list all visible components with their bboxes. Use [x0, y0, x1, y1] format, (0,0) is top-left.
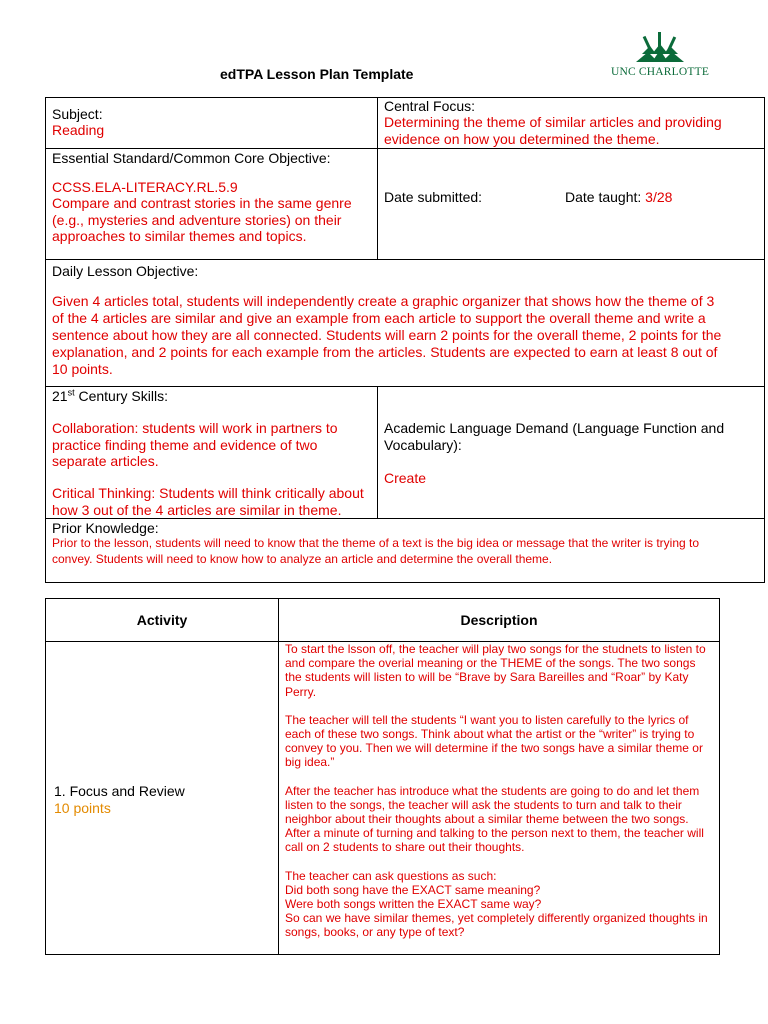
daily-objective-label: Daily Lesson Objective: [52, 263, 199, 279]
skills-label-rest: Century Skills: [74, 388, 168, 404]
standard-cell [45, 148, 378, 260]
skills-label [52, 388, 168, 405]
subject-label: Subject: [52, 106, 103, 122]
daily-objective-text: Given 4 articles total, students will independently create a graphic organizer that shows how the theme of 3 of the 4 articles are similar and give an example from each article to support the overall theme and write a sentence about how they are all connected. Students will earn 2 points for the overall theme, 2 points for the explanation, and 2 points for each example from the articles. Students are expected to earn at least 8 out of 10 points. [52, 293, 722, 377]
prior-knowledge-text: Prior to the lesson, students will need to know that the theme of a text is the big idea or message that the writer is trying to convey. Students will need to know how to analyze an article and determine the overall theme. [52, 536, 700, 566]
critical-thinking-text: Critical Thinking: Students will think critically about how 3 out of the 4 articles are similar in theme. [52, 485, 364, 518]
skills-label-num: 21 [52, 388, 68, 404]
skills-label-sup: st [67, 387, 75, 398]
description-header: Description [278, 598, 720, 642]
daily-objective-cell [45, 259, 765, 387]
question-item: Were both songs written the EXACT same way? [285, 897, 542, 912]
subject-value: Reading [52, 122, 105, 138]
unc-charlotte-logo [606, 32, 714, 80]
description-paragraph: After the teacher has introduce what the students are going to do and let them listen to the songs, the teacher will ask the students to turn and talk to their neighbor about their thoughts about a similar theme between the two songs. After a minute of turning and talking to the person next to them, the teacher will call on 2 students to share out their thoughts. [285, 783, 704, 855]
activity-cell [45, 641, 279, 955]
dates-cell [377, 148, 765, 260]
logo-text: UNC CHARLOTTE [610, 66, 710, 78]
prior-knowledge-label: Prior Knowledge: [52, 520, 159, 536]
question-item: Did both song have the EXACT same meaning? [285, 882, 541, 897]
date-taught [565, 189, 672, 206]
central-focus-label: Central Focus: [384, 98, 476, 114]
subject-cell [45, 97, 378, 149]
prior-knowledge-cell [45, 518, 765, 583]
description-paragraph: To start the lsson off, the teacher will play two songs for the studnets to listen to and compare the overial meaning or the THEME of the songs. The two songs the students will listen to will be “Brave by Sara Bareilles and “Roar” by Katy Perry. [285, 642, 706, 699]
lesson-plan-table [45, 97, 765, 583]
description-text [285, 642, 709, 940]
collaboration-text: Collaboration: students will work in partners to practice finding theme and evidence of two separate articles. [52, 420, 338, 469]
date-taught-label: Date taught: [565, 189, 646, 205]
standard-label: Essential Standard/Common Core Objective: [52, 150, 331, 166]
central-focus-value: Determining the theme of similar articles and providing evidence on how you determined the theme. [384, 114, 722, 147]
academic-language-label: Academic Language Demand (Language Function and Vocabulary): [384, 420, 725, 453]
academic-language-cell [377, 386, 765, 519]
standard-code: CCSS.ELA-LITERACY.RL.5.9 [52, 179, 238, 195]
description-paragraph: The teacher will tell the students “I want you to listen carefully to the lyrics of each of these two songs. Think about what the artist or the “writer” is trying to convey to you. Then we will determine if the two songs have a similar theme or big idea.” [285, 712, 703, 770]
activity-points: 10 points [54, 800, 111, 816]
date-taught-value: 3/28 [645, 189, 673, 205]
academic-language-value: Create [384, 470, 427, 486]
questions-intro: The teacher can ask questions as such: [285, 868, 497, 883]
activity-header: Activity [45, 598, 279, 642]
date-submitted-label: Date submitted: [384, 189, 483, 205]
activity-name: 1. Focus and Review [54, 783, 185, 799]
document-title: edTPA Lesson Plan Template [220, 66, 414, 82]
question-item: So can we have similar themes, yet completely differently organized thoughts in songs, books, or any type of text? [285, 911, 708, 940]
standard-text: Compare and contrast stories in the same genre (e.g., mysteries and adventure stories) on their approaches to similar themes and topics. [52, 195, 352, 244]
skills-cell [45, 386, 378, 519]
description-cell [278, 641, 720, 955]
central-focus-cell [377, 97, 765, 149]
crown-logo-icon [606, 32, 714, 66]
activity-table [45, 598, 720, 955]
